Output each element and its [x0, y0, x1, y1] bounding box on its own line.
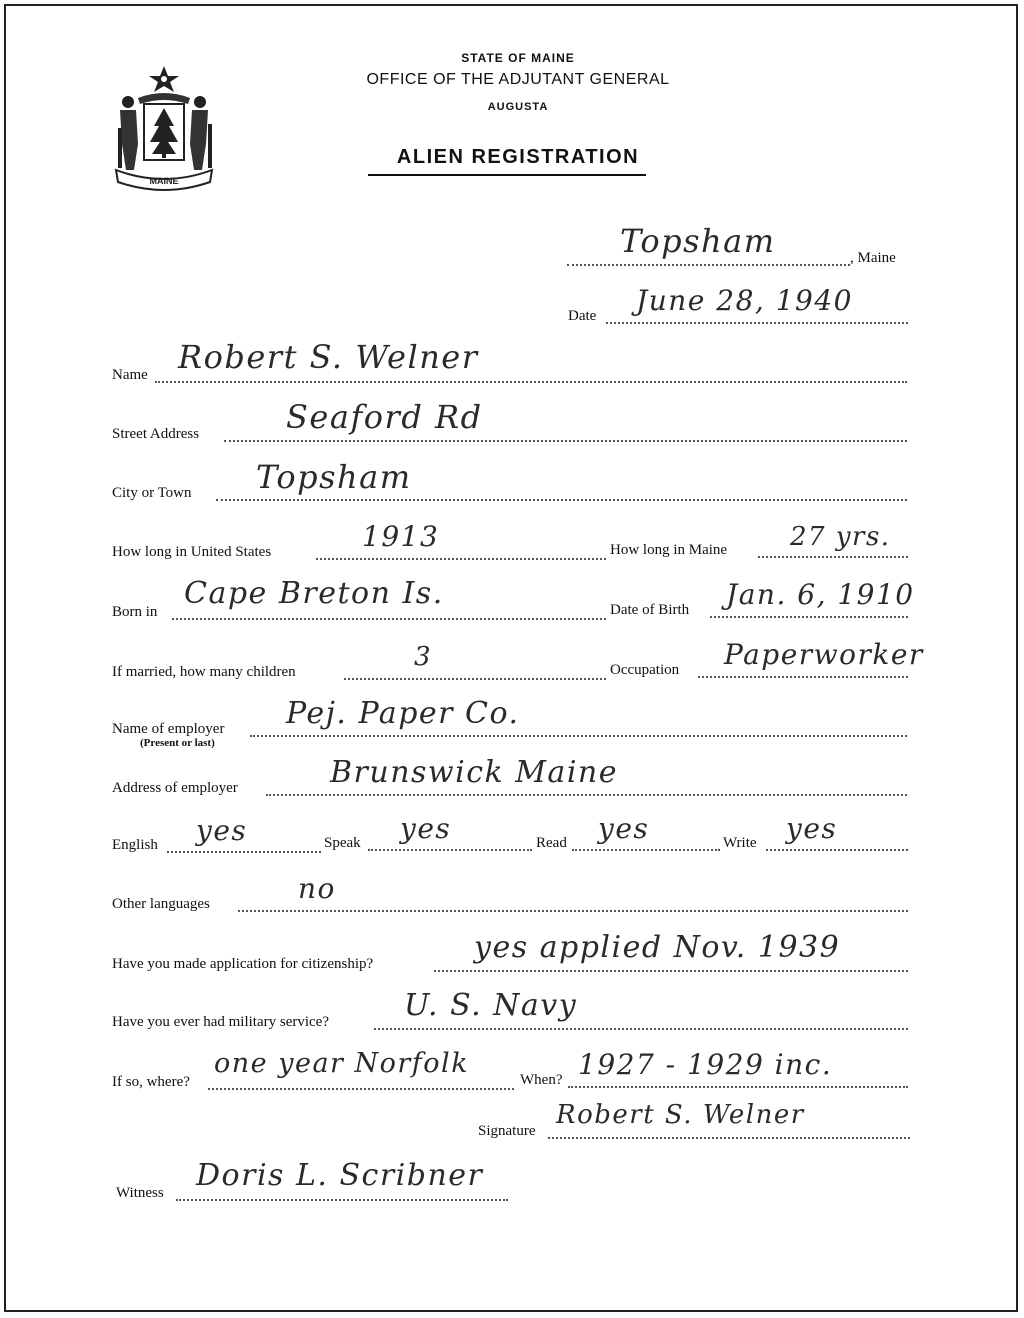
- read-value: yes: [598, 812, 650, 845]
- header-city: AUGUSTA: [487, 101, 549, 113]
- read-label: Read: [536, 835, 567, 851]
- how-long-maine-line: [758, 556, 908, 558]
- employer-name-value: Pej. Paper Co.: [286, 696, 520, 731]
- born-in-line: [172, 618, 606, 620]
- title-underline: [368, 174, 646, 176]
- write-label: Write: [723, 835, 757, 851]
- header-office: OFFICE OF THE ADJUTANT GENERAL: [366, 71, 670, 88]
- name-value: Robert S. Welner: [178, 338, 479, 376]
- english-value: yes: [196, 814, 248, 847]
- employer-address-value: Brunswick Maine: [330, 755, 618, 790]
- when-label: When?: [520, 1072, 563, 1088]
- signature-label: Signature: [478, 1123, 536, 1139]
- military-line: [374, 1028, 908, 1030]
- other-languages-line: [238, 910, 908, 912]
- how-long-us-value: 1913: [362, 520, 440, 553]
- date-of-birth-line: [710, 616, 908, 618]
- date-line: [606, 322, 908, 324]
- write-line: [766, 849, 908, 851]
- how-long-us-line: [316, 558, 606, 560]
- witness-line: [176, 1199, 508, 1201]
- street-address-line: [224, 440, 907, 442]
- city-value: Topsham: [256, 458, 412, 496]
- english-line: [167, 851, 321, 853]
- occupation-label: Occupation: [610, 662, 680, 678]
- military-label: Have you ever had military service?: [112, 1014, 329, 1030]
- citizenship-value: yes applied Nov. 1939: [474, 930, 841, 965]
- where-line: [208, 1088, 514, 1090]
- write-value: yes: [786, 812, 838, 845]
- form-title: ALIEN REGISTRATION: [396, 146, 640, 168]
- employer-note-label: (Present or last): [140, 737, 215, 749]
- speak-value: yes: [400, 812, 452, 845]
- date-of-birth-label: Date of Birth: [610, 602, 690, 618]
- how-long-us-label: How long in United States: [112, 544, 272, 560]
- citizenship-line: [434, 970, 908, 972]
- date-of-birth-value: Jan. 6, 1910: [726, 578, 915, 611]
- name-line: [155, 381, 907, 383]
- children-line: [344, 678, 606, 680]
- born-in-label: Born in: [112, 604, 158, 620]
- how-long-maine-label: How long in Maine: [610, 542, 728, 558]
- military-value: U. S. Navy: [404, 988, 578, 1023]
- where-value: one year Norfolk: [214, 1048, 470, 1079]
- maine-label: , Maine: [850, 250, 896, 266]
- other-languages-value: no: [298, 872, 336, 905]
- witness-value: Doris L. Scribner: [196, 1158, 484, 1193]
- date-label: Date: [568, 308, 597, 324]
- town-value: Topsham: [620, 222, 776, 260]
- street-address-value: Seaford Rd: [286, 398, 483, 436]
- english-label: English: [112, 837, 158, 853]
- other-languages-label: Other languages: [112, 896, 210, 912]
- employer-name-line: [250, 735, 907, 737]
- born-in-value: Cape Breton Is.: [184, 576, 444, 611]
- where-label: If so, where?: [112, 1074, 190, 1090]
- street-address-label: Street Address: [112, 426, 200, 442]
- date-value: June 28, 1940: [636, 284, 853, 317]
- signature-line: [548, 1137, 910, 1139]
- speak-label: Speak: [324, 835, 361, 851]
- citizenship-label: Have you made application for citizenship?: [112, 956, 374, 972]
- employer-address-label: Address of employer: [112, 780, 238, 796]
- children-label: If married, how many children: [112, 664, 296, 680]
- children-value: 3: [414, 642, 433, 672]
- header-state: STATE OF MAINE: [461, 51, 575, 65]
- city-line: [216, 499, 907, 501]
- town-line: [567, 264, 850, 266]
- city-label: City or Town: [112, 485, 192, 501]
- how-long-maine-value: 27 yrs.: [790, 522, 891, 552]
- employer-address-line: [266, 794, 907, 796]
- witness-label: Witness: [116, 1185, 164, 1201]
- occupation-value: Paperworker: [724, 638, 924, 671]
- name-label: Name: [112, 367, 148, 383]
- when-value: 1927 - 1929 inc.: [578, 1048, 833, 1081]
- occupation-line: [698, 676, 908, 678]
- employer-name-label: Name of employer: [112, 721, 225, 737]
- when-line: [568, 1086, 908, 1088]
- read-line: [572, 849, 720, 851]
- seal-ribbon-text: MAINE: [149, 176, 179, 186]
- speak-line: [368, 849, 532, 851]
- signature-value: Robert S. Welner: [556, 1100, 805, 1130]
